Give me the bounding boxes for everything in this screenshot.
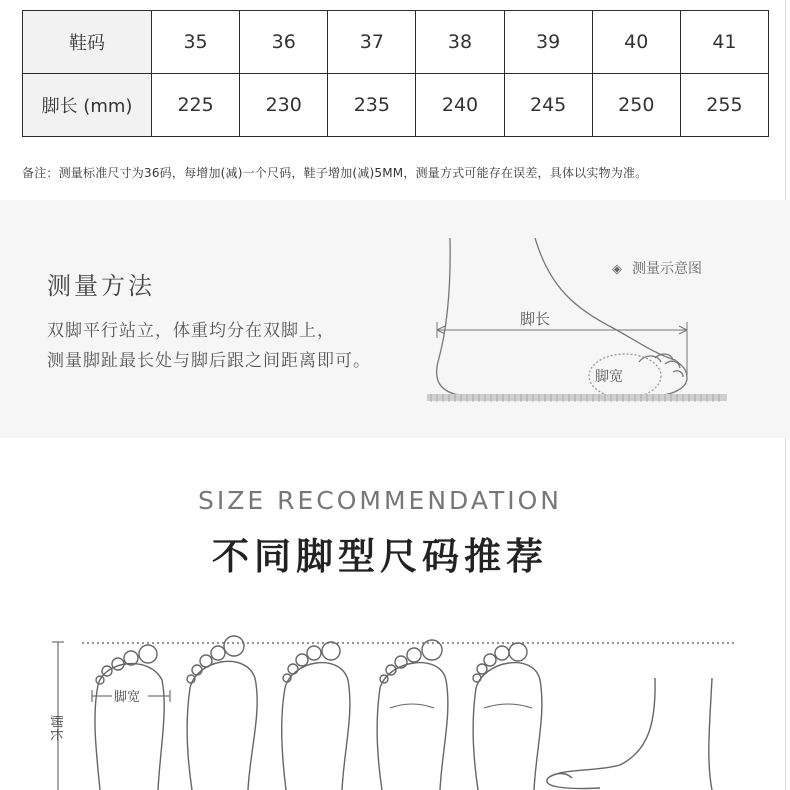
measure-section (0, 200, 790, 438)
length-row (23, 74, 769, 137)
width-label: 脚宽 (595, 369, 623, 385)
size-cell: 41 (680, 11, 768, 74)
measure-title: 测量方法 (47, 272, 155, 300)
length-cell: 255 (680, 74, 768, 137)
foot-side-profile (547, 678, 712, 790)
measure-desc-line-1: 双脚平行站立，体重均分在双脚上， (47, 321, 335, 341)
size-cell: 36 (240, 11, 328, 74)
size-cell: 38 (416, 11, 504, 74)
foot-type-4 (377, 640, 448, 790)
length-cell: 225 (152, 74, 240, 137)
foot-outline (437, 238, 687, 397)
foot-width-label: 脚宽 (114, 690, 141, 705)
size-note: 备注：测量标准尺寸为36码，每增加(减)一个尺码，鞋子增加(减)5MM，测量方式可能存在误差，具体以实物为准。 (22, 166, 648, 180)
foot-length-label: 脚长 (48, 715, 63, 742)
foot-types-illustration (0, 620, 790, 790)
length-cell: 235 (328, 74, 416, 137)
size-table (22, 10, 769, 137)
diamond-plus-icon: ◈ (612, 262, 622, 277)
measure-legend-label: 测量示意图 (632, 261, 702, 277)
measure-description (47, 316, 371, 376)
size-cell: 35 (152, 11, 240, 74)
size-row (23, 11, 769, 74)
size-row-header: 鞋码 (23, 11, 152, 74)
foot-type-1 (95, 645, 164, 790)
foot-type-2 (187, 636, 257, 790)
length-cell: 240 (416, 74, 504, 137)
size-cell: 37 (328, 11, 416, 74)
recommendation-title-en: SIZE RECOMMENDATION (197, 486, 563, 515)
recommendation-title-zh: 不同脚型尺码推荐 (212, 535, 548, 578)
length-label: 脚长 (520, 310, 551, 328)
foot-side-illustration (425, 228, 735, 418)
length-row-header: 脚长 (mm) (23, 74, 152, 137)
size-cell: 40 (592, 11, 680, 74)
foot-type-3 (282, 642, 350, 790)
length-cell: 250 (592, 74, 680, 137)
size-cell: 39 (504, 11, 592, 74)
foot-type-5 (473, 643, 542, 790)
measure-desc-line-2: 测量脚趾最长处与脚后跟之间距离即可。 (47, 351, 371, 371)
length-cell: 245 (504, 74, 592, 137)
ground-ruler (427, 394, 727, 402)
length-cell: 230 (240, 74, 328, 137)
